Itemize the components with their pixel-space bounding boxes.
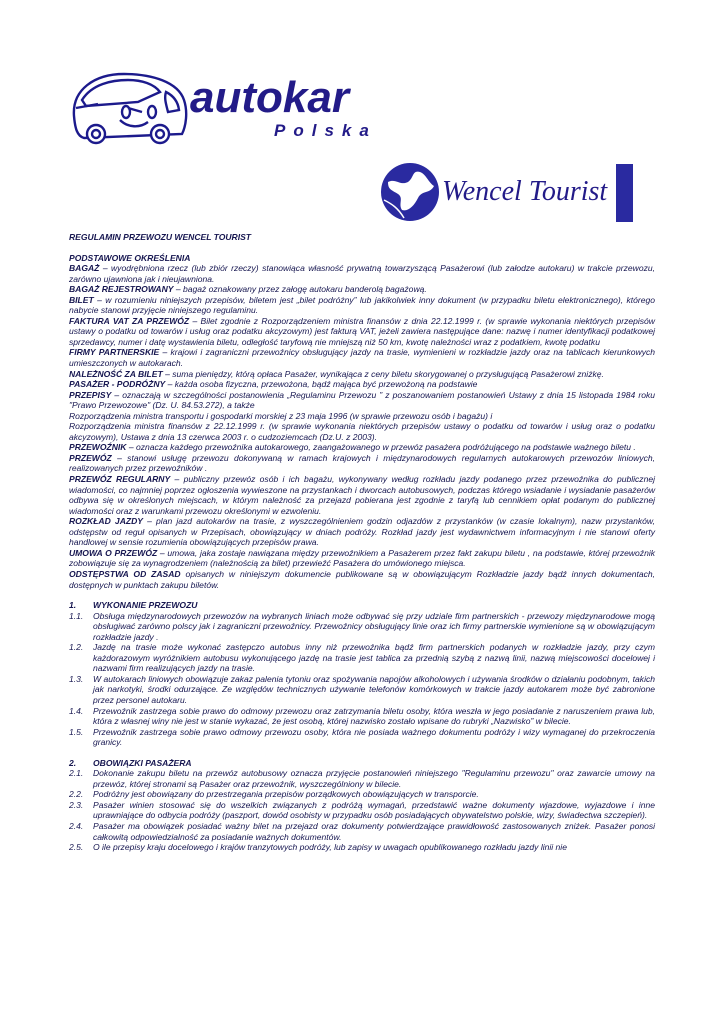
definition-text: – Bilet zgodnie z Rozporządzeniem ministra finansów z dnia 22.12.1999 r. (w sprawie wykonania niektórych przepisów ustawy o podatku od towarów i usług oraz podatku akcyzowym) jest fakturą VAT, jeżeli zawiera następujące dane: nazwę i numer identyfikacji podatkowej sprzedawcy, numer i datę wystawienia biletu, odległość taryfową nie mniejszą niż 50 km, kwotę należności wraz z podatkiem, kwotę podatku (69, 315, 655, 347)
definition-item (69, 295, 655, 316)
definition-text: – krajowi i zagraniczni przewoźnicy obsługujący jazdy na trasie, wymienieni w rozkładzie jazdy oraz na tablicach kierunkowych umieszczonych w autokarach. (69, 347, 655, 369)
wencel-wordmark: Wencel Tourist (442, 176, 608, 207)
section-title: OBOWIĄZKI PASAŻERA (93, 757, 192, 768)
item-number: 2.4. (69, 820, 84, 831)
definition-term: PRZEWÓZ REGULARNY (69, 474, 171, 485)
definition-text: Rozporządzenia ministra transportu i gospodarki morskiej z 23 maja 1996 (w sprawie przewozu osób i bagażu) i (69, 410, 493, 421)
definition-text: – oznaczają w szczególności postanowienia „Regulaminu Przewozu ” z poszanowaniem postanowień Ustawy z dnia 15 listopada 1984 roku "Prawo Przewozowe" (Dz. U. 84.53.272), a także (69, 389, 655, 411)
definition-text: – bagaż oznakowany przez załogę autokaru banderolą bagażową. (173, 284, 427, 295)
definition-term: FAKTURA VAT ZA PRZEWÓZ (69, 315, 190, 326)
definition-item (69, 379, 655, 390)
item-text: Podróżny jest obowiązany do przestrzegania przepisów porządkowych obowiązujących w transporcie. (93, 789, 479, 800)
polska-wordmark: Polska (274, 121, 377, 140)
definition-term: NALEŻNOŚĆ ZA BILET (69, 368, 163, 379)
regulation-item (69, 727, 655, 748)
regulation-item (69, 800, 655, 821)
item-text: Jazdę na trasie może wykonać zastępczo autobus inny niż przewoźnika bądź firm partnerskich podanych w rozkładzie jazdy, przy czym każdorazowym wyróżnikiem autobusu wykonującego jazdę na trasie jest tablica za przednią szybą z nazwą linii, nazwą miejscowości docelowej i nazwami firm realizujących jazdy na trasie. (93, 642, 655, 674)
definition-text: – publiczny przewóz osób i ich bagażu, wykonywany według rozkładu jazdy podanego przez przewoźnika do publicznej wiadomości, co najmniej poprzez ogłoszenia wywieszone na przystankach i dworcach autobusowych, podczas którego wsiadanie i wysiadanie pasażerów odbywa się w określonych miejscach, w którym należność za przejazd pobierana jest zgodnie z taryfą lub cennikiem opłat podanym do publicznej wiadomości oraz z warunkami przewozu określonymi w ezwoleniu. (69, 474, 655, 516)
item-number: 2.3. (69, 799, 84, 810)
definition-item (69, 316, 655, 348)
section-heading (69, 600, 655, 611)
regulation-item (69, 674, 655, 706)
item-number: 2.5. (69, 842, 84, 853)
globe-icon (381, 163, 439, 221)
document-title: REGULAMIN PRZEWOZU WENCEL TOURIST (69, 232, 252, 242)
item-number: 1.2. (69, 642, 84, 653)
definition-item (69, 421, 655, 442)
item-text: Obsługa międzynarodowych przewozów na wybranych liniach może odbywać się przy udziale firm partnerskich - przewozy międzynarodowe mogą obsługiwać zarówno polscy jak i zagraniczni przewoźnicy. Przewoźnicy obsługujący linie oraz ich firmy partnerskie wymienione są w obowiązującym rozkładzie jazdy . (93, 610, 655, 642)
definition-text: – suma pieniędzy, którą opłaca Pasażer, wynikająca z ceny biletu skorygowanej o przysługującą Pasażerowi zniżkę. (162, 368, 604, 379)
definition-term: PRZEWÓZ (69, 452, 112, 463)
regulation-item (69, 821, 655, 842)
item-text: O ile przepisy kraju docelowego i krajów tranzytowych podróży, lub zapisy w uwagach opublikowanego rozkładu jazdy linii nie (93, 842, 567, 853)
item-text: Przewoźnik zastrzega sobie prawo odmowy przewozu osoby, która nie posiada ważnego dokumentu podróży i wizy wymaganej do przekroczenia granicy. (93, 726, 655, 748)
regulations-document (69, 232, 655, 853)
definition-term: PRZEPISY (69, 389, 112, 400)
autokar-polska-logo (68, 68, 413, 152)
definition-term: ROZKŁAD JAZDY (69, 516, 143, 527)
item-text: Przewoźnik zastrzega sobie prawo do odmowy przewozu oraz zatrzymania biletu osoby, która weszła w jego posiadanie z naruszeniem prawa lub, która z własnej winy nie jest w stanie wykazać, że jest osobą, której nazwisko zostało wpisane do rubryki „Nazwisko” w bilecie. (93, 705, 655, 727)
item-number: 1.4. (69, 705, 84, 716)
definition-term: BILET (69, 294, 94, 305)
definition-item (69, 347, 655, 368)
definition-text: – umowa, jaka zostaje nawiązana między przewoźnikiem a Pasażerem przez fakt zakupu biletu , na podstawie, której przewoźnik zobowiązuje się za wynagrodzeniem (należnością za bilet) przewieźć Pasażera do umówionego miejsca. (69, 547, 655, 569)
item-number: 2.2. (69, 789, 84, 800)
definition-text: opisanych w niniejszym dokumencie publikowane są w obowiązującym Rozkładzie jazdy bądź innych dokumentach, dostępnych w punktach zakupu biletów. (69, 568, 655, 590)
definition-term: BAGAŻ (69, 263, 100, 274)
definition-item (69, 390, 655, 411)
definition-text: – plan jazd autokarów na trasie, z wyszczególnieniem godzin odjazdów z przystanków (w czasie lokalnym), nazw przystanków, odstępstw od reguł opisanych w Przepisach, obowiązujący w dniach podróży. Rozkład jazdy jest wydawnictwem informacyjnym i nie stanowi oferty handlowej w sensie rozumienia obowiązujących przepisów prawa. (69, 516, 655, 548)
section-title: WYKONANIE PRZEWOZU (93, 600, 198, 611)
definition-text: – każda osoba fizyczna, przewożona, bądź mająca być przewożoną na podstawie (165, 379, 478, 390)
definition-item (69, 548, 655, 569)
regulation-item (69, 642, 655, 674)
definition-term: ODSTĘPSTWA OD ZASAD (69, 568, 181, 579)
item-text: Pasażer winien stosować się do wszelkich związanych z podróżą wymagań, przedstawić ważne dokumenty wjazdowe, wyjazdowe i inne uprawniające do odbycia podróży (paszport, dowód osobisty w przypadku osób posiadających obywatelstwo polskie, wizy, świadectwa szczepień). (93, 799, 655, 821)
section-heading (69, 758, 655, 769)
bus-mascot-icon (74, 74, 186, 143)
item-text: Dokonanie zakupu biletu na przewóz autobusowy oznacza przyjęcie postanowień niniejszego "Regulaminu przewozu" oraz zawarcie umowy na przewóz, której stronami są Pasażer oraz przewoźnik, wyszczególniony w bilecie. (93, 768, 655, 789)
regulation-item (69, 706, 655, 727)
regulation-item (69, 789, 655, 800)
definition-item (69, 442, 655, 453)
definition-term: PASAŻER - PODRÓŻNY (69, 379, 166, 390)
item-number: 1.5. (69, 726, 84, 737)
definition-text: – stanowi usługę przewozu dokonywaną w ramach krajowych i międzynarodowych regularnych autokarowych przewozów liniowych, realizowanych przez przewoźników . (69, 452, 655, 474)
definitions-list (69, 263, 655, 590)
regulation-item (69, 768, 655, 789)
definition-text: – wyodrębniona rzecz (lub zbiór rzeczy) stanowiąca własność prywatną towarzyszącą Pasażerowi (lub załodze autokaru) w trakcie przewozu, zarówno ujawniona jak i nieujawniona. (69, 263, 655, 284)
item-text: Pasażer ma obowiązek posiadać ważny bilet na przejazd oraz dokumenty potwierdzające prawidłowość zastosowanych zniżek. Pasażer ponosi całkowitą odpowiedzialność za posiadanie ważnych dokumentów. (93, 820, 655, 842)
definition-term: PRZEWOŹNIK (69, 442, 127, 453)
item-text: W autokarach liniowych obowiązuje zakaz palenia tytoniu oraz spożywania napojów alkoholowych i używania środków o działaniu podobnym, takich jak narkotyki, środki odurzające. Ze względów technicznych używanie telefonów komórkowych w trakcie jazdy autokarem może być zabronione przez personel autokaru. (93, 673, 655, 705)
definition-text: – w rozumieniu niniejszych przepisów, biletem jest „bilet podróżny” lub jakikolwiek inny dokument (w przypadku biletu elektronicznego), którego nabycie stanowi przyjęcie niniejszego regulaminu. (69, 294, 655, 316)
section-number: 2. (69, 757, 77, 768)
definition-item (69, 569, 655, 590)
definition-item (69, 516, 655, 548)
section-number: 1. (69, 600, 77, 611)
definition-item (69, 453, 655, 474)
wencel-bar (616, 164, 633, 222)
sections-list (69, 600, 655, 853)
regulation-item (69, 842, 655, 853)
item-number: 1.1. (69, 610, 84, 621)
definition-item (69, 474, 655, 516)
definition-item (69, 411, 655, 422)
regulation-item (69, 611, 655, 643)
item-number: 2.1. (69, 768, 84, 779)
wencel-tourist-logo (378, 160, 634, 224)
item-number: 1.3. (69, 673, 84, 684)
definition-item (69, 284, 655, 295)
definitions-heading: PODSTAWOWE OKREŚLENIA (69, 252, 191, 263)
definition-term: UMOWA O PRZEWÓZ (69, 547, 158, 558)
definition-text: Rozporządzenia ministra finansów z 22.12.1999 r. (w sprawie wykonania niektórych przepisów ustawy o podatku od towarów i usług oraz o podatku akcyzowym), Ustawa z dnia 13 czerwca 2003 r. o cudzoziemcach (Dz.U. z 2003). (69, 421, 655, 442)
definition-text: – oznacza każdego przewoźnika autokarowego, zaangażowanego w przewóz pasażera podróżującego na podstawie ważnego biletu . (126, 442, 636, 453)
definition-term: FIRMY PARTNERSKIE (69, 347, 160, 358)
definition-term: BAGAŻ REJESTROWANY (69, 284, 174, 295)
autokar-wordmark: autokar (190, 73, 349, 122)
definition-item (69, 263, 655, 284)
definition-item (69, 369, 655, 380)
